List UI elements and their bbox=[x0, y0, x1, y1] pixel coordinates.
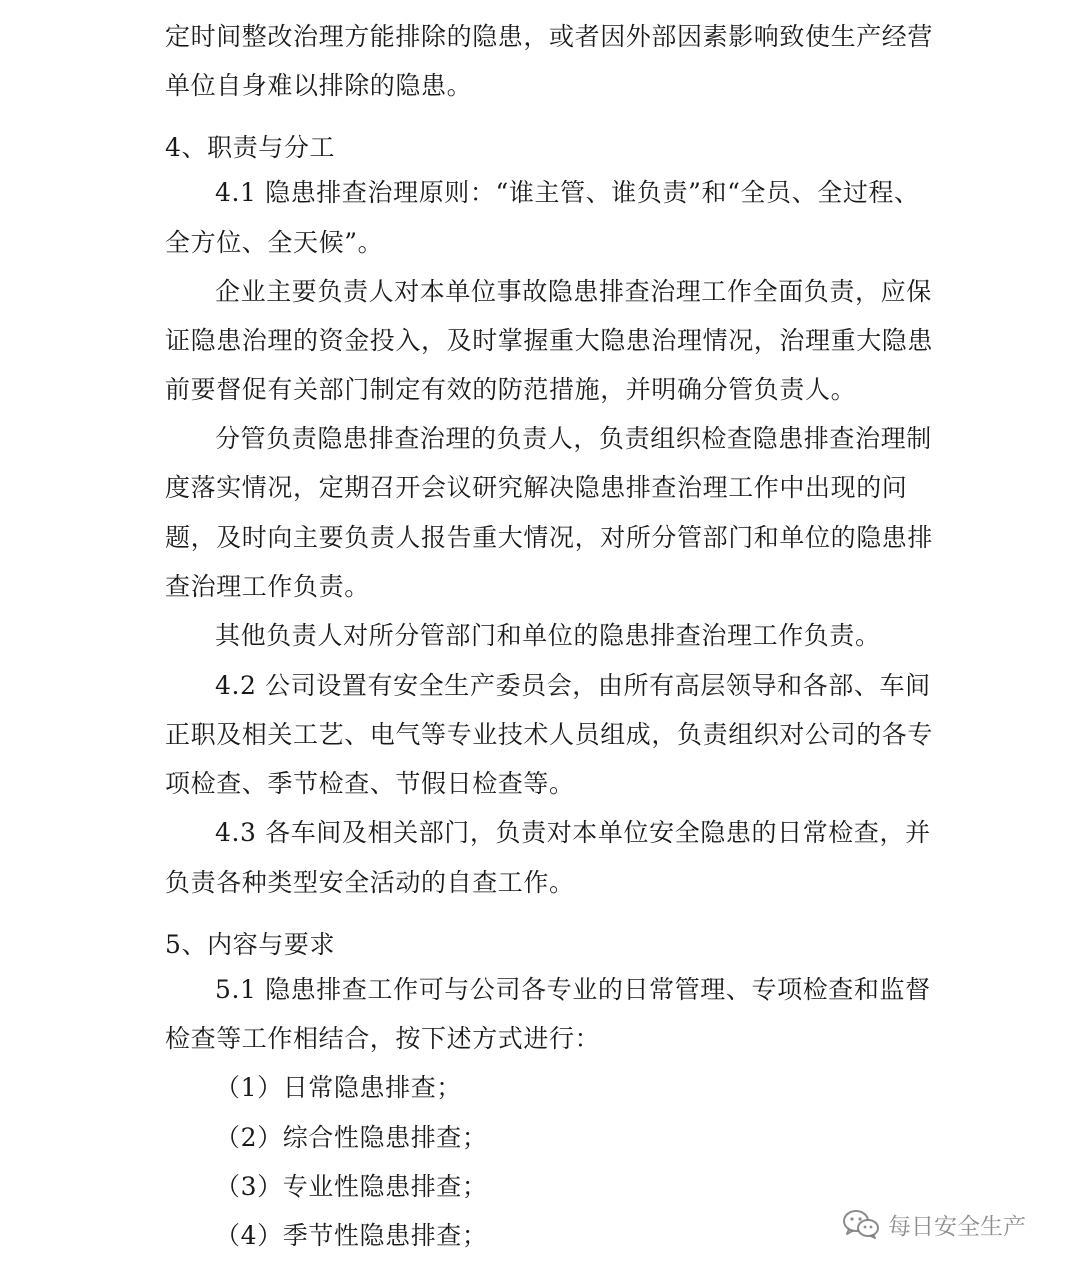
text-line: 其他负责人对所分管部门和单位的隐患排查治理工作负责。 bbox=[215, 621, 881, 650]
text-line: 正职及相关工艺、电气等专业技术人员组成，负责组织对公司的各专 bbox=[165, 720, 934, 749]
text-line: 企业主要负责人对本单位事故隐患排查治理工作全面负责，应保 bbox=[215, 277, 932, 306]
list-item: （1）日常隐患排查； bbox=[215, 1073, 462, 1102]
text-line: 度落实情况，定期召开会议研究解决隐患排查治理工作中出现的问 bbox=[165, 473, 908, 502]
list-item: （2）综合性隐患排查； bbox=[215, 1123, 488, 1152]
text-line: 项检查、季节检查、节假日检查等。 bbox=[165, 769, 575, 798]
text-line: 查治理工作负责。 bbox=[165, 572, 370, 601]
text-line: 负责各种类型安全活动的自查工作。 bbox=[165, 868, 575, 897]
text-line: 前要督促有关部门制定有效的防范措施，并明确分管负责人。 bbox=[165, 375, 857, 404]
text-line: 单位自身难以排除的隐患。 bbox=[165, 71, 473, 100]
section-heading: 4、职责与分工 bbox=[165, 133, 336, 162]
text-line: 4.1 隐患排查治理原则：“谁主管、谁负责”和“全员、全过程、 bbox=[215, 178, 920, 207]
watermark bbox=[842, 1204, 1026, 1244]
text-line: 4.3 各车间及相关部门，负责对本单位安全隐患的日常检查，并 bbox=[215, 818, 931, 847]
text-line: 分管负责隐患排查治理的负责人，负责组织检查隐患排查治理制 bbox=[215, 424, 932, 453]
text-line: 全方位、全天候”。 bbox=[165, 228, 384, 257]
text-line: 4.2 公司设置有安全生产委员会，由所有高层领导和各部、车间 bbox=[215, 671, 931, 700]
list-item: （4）季节性隐患排查； bbox=[215, 1221, 488, 1250]
text-line: 证隐患治理的资金投入，及时掌握重大隐患治理情况，治理重大隐患 bbox=[165, 326, 934, 355]
text-line: 5.1 隐患排查工作可与公司各专业的日常管理、专项检查和监督 bbox=[215, 975, 931, 1004]
text-line: 定时间整改治理方能排除的隐患，或者因外部因素影响致使生产经营 bbox=[165, 22, 934, 51]
text-line: 检查等工作相结合，按下述方式进行： bbox=[165, 1024, 601, 1053]
text-line: 题，及时向主要负责人报告重大情况，对所分管部门和单位的隐患排 bbox=[165, 523, 934, 552]
wechat-icon bbox=[842, 1208, 880, 1240]
list-item: （3）专业性隐患排查； bbox=[215, 1172, 488, 1201]
section-heading: 5、内容与要求 bbox=[165, 930, 336, 959]
watermark-text: 每日安全生产 bbox=[888, 1213, 1026, 1240]
